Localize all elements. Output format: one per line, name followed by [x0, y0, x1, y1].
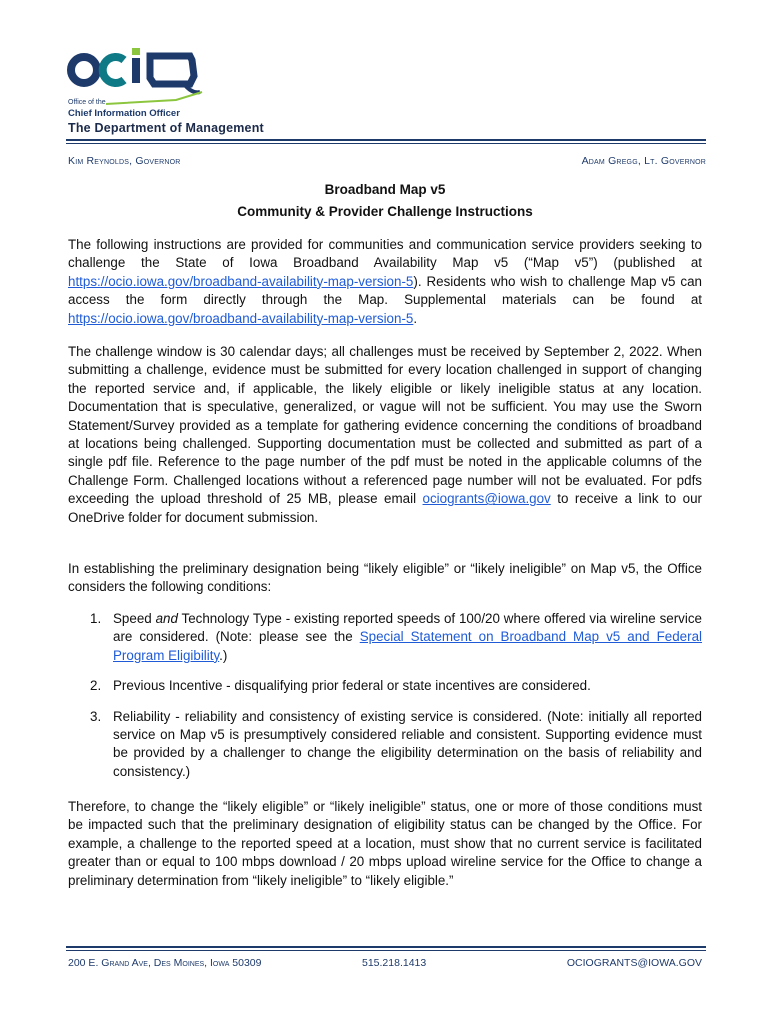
map-v5-link[interactable]: https://ocio.iowa.gov/broadband-availability-map-version-5 — [68, 273, 414, 289]
header-rule — [66, 139, 706, 141]
governor-name: Kim Reynolds, Governor — [68, 155, 181, 167]
footer-rule — [66, 946, 706, 948]
intro-paragraph: The following instructions are provided for communities and communication service providers seeking to challenge the State of Iowa Broadband Availability Map v5 (“Map v5”) (published at https://ocio.iowa.gov/broadband-availability-map-version-5). Residents who wish to challenge Map v5 can access the form directly through the Map. Supplemental materials can be found at https://ocio.iowa.gov/broadband-availability-map-version-5. — [68, 237, 702, 326]
footer-rule-thin — [66, 950, 706, 951]
footer-email[interactable]: OCIOGRANTS@IOWA.GOV — [566, 957, 702, 969]
special-statement-link[interactable]: Special Statement on Broadband Map v5 and Federal Program Eligibility — [113, 629, 702, 663]
document-subtitle: Community & Provider Challenge Instructions — [237, 204, 533, 219]
document-title: Broadband Map v5 — [324, 182, 446, 197]
logo-office-of-the: Office of the — [68, 99, 106, 106]
ociogrants-email-link[interactable]: ociogrants@iowa.gov — [422, 491, 551, 507]
department-name: The Department of Management — [68, 121, 264, 135]
conclusion-paragraph: Therefore, to change the “likely eligible” or “likely ineligible” status, one or more of those conditions must be impacted such that the preliminary designation of eligibility status can be changed by the Office. For example, a challenge to the reported speed at a location, must show that no current service is facilitated greater than or equal to 100 mbps download / 20 mbps upload wireline service for the Office to change a preliminary determination from “likely ineligible” to “likely eligible.” — [68, 799, 702, 888]
list-item: 1. Speed and Technology Type - existing reported speeds of 100/20 where offered via wireline service are considered. (Note: please see the Special Statement on Broadband Map v5 and Federal Program Eligibility.) — [90, 611, 702, 663]
supplemental-materials-link[interactable]: https://ocio.iowa.gov/broadband-availability-map-version-5 — [68, 310, 414, 326]
footer-address: 200 E. Grand Ave, Des Moines, Iowa 50309 — [68, 957, 262, 969]
challenge-window-paragraph: The challenge window is 30 calendar days; all challenges must be received by September 2, 2022. When submitting a challenge, evidence must be submitted for every location challenged in support of changing the reported service and, if applicable, the likely eligible or likely ineligible status at any location. Documentation that is speculative, generalized, or vague will not be sufficient. You may use the Sworn Statement/Survey provided as a template for gathering evidence concerning the conditions of broadband at locations being challenged. Supporting documentation must be collected and submitted as part of a single pdf file. Reference to the page number of the pdf must be noted in the applicable columns of the Challenge Form. Challenged locations without a referenced page number will not be evaluated. For pdfs exceeding the upload threshold of 25 MB, please email ociogrants@iowa.gov to receive a link to our OneDrive folder for document submission. — [68, 344, 702, 525]
conditions-intro-paragraph: In establishing the preliminary designation being “likely eligible” or “likely ineligible” on Map v5, the Office considers the following conditions: — [68, 561, 702, 595]
conditions-list — [68, 610, 702, 781]
footer-phone: 515.218.1413 — [362, 957, 427, 969]
list-item: 2. Previous Incentive - disqualifying prior federal or state incentives are considered. — [90, 678, 591, 694]
logo-cio-text: Chief Information Officer — [68, 108, 180, 119]
header-rule-thin — [66, 143, 706, 144]
list-item: 3. Reliability - reliability and consistency of existing service is considered. (Note: initially all reported service on Map v5 is presumptively considered reliable and consistent. Supporting evidence must be provided by a challenger to change the eligibility determination on the basis of reliability and consistency.) — [90, 708, 702, 779]
lt-governor-name: Adam Gregg, Lt. Governor — [581, 155, 706, 167]
ocio-logo — [66, 46, 216, 120]
